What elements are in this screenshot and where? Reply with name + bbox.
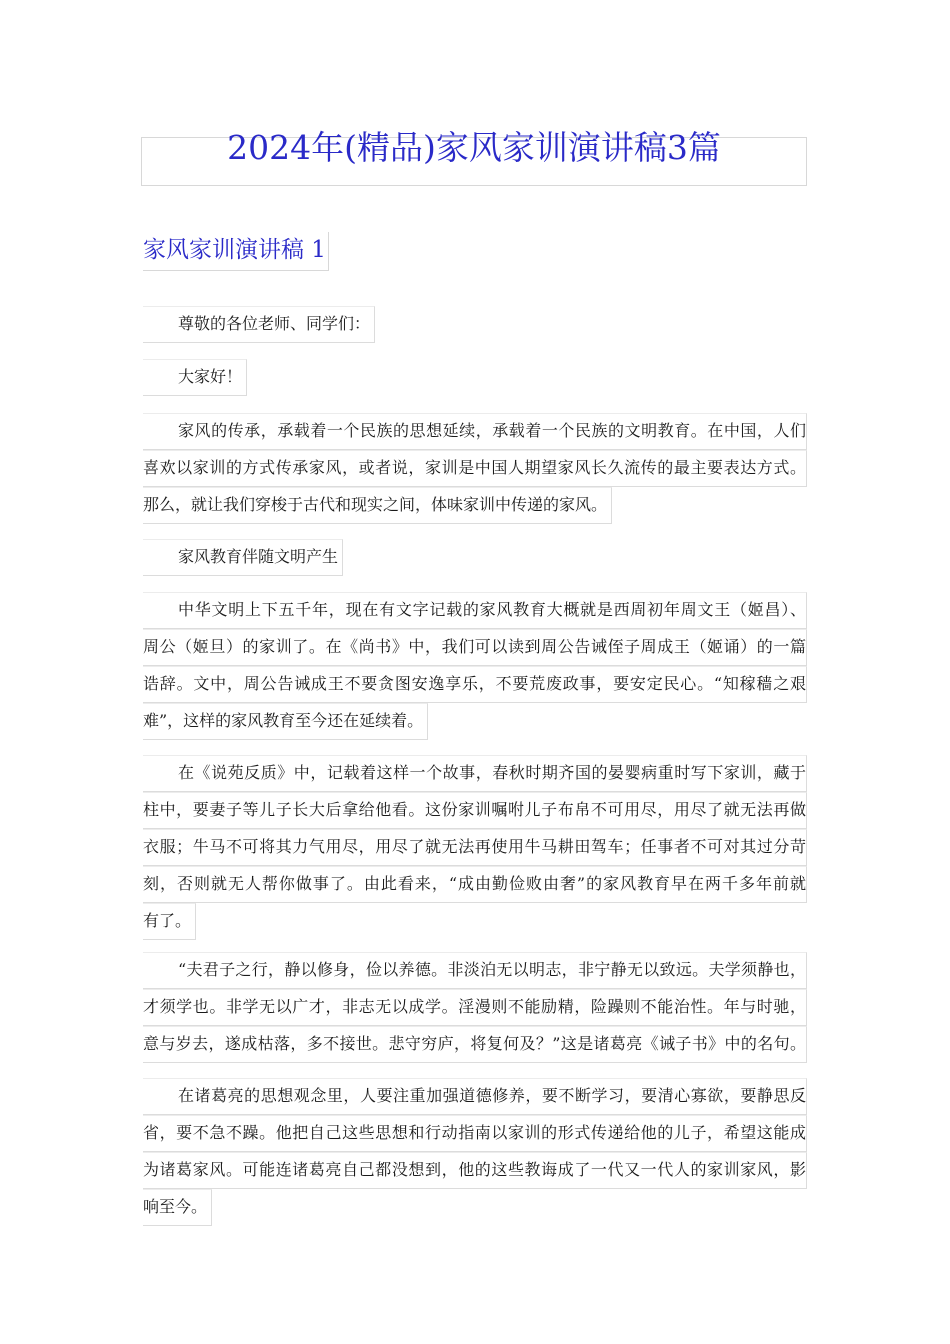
paragraph-salutation [143,306,807,343]
text-line: 大家好！ [143,359,247,396]
text-line: 有了。 [143,903,196,940]
paragraph-intro [143,413,807,524]
text-line: 为诸葛家风。可能连诸葛亮自己都没想到，他的这些教诲成了一代又一代人的家训家风，影 [143,1152,807,1189]
text-line: 家风的传承，承载着一个民族的思想延续，承载着一个民族的文明教育。在中国，人们 [143,413,807,450]
text-line: 喜欢以家训的方式传承家风，或者说，家训是中国人期望家风长久流传的最主要表达方式。 [143,450,807,487]
paragraph-subheading [143,539,807,576]
text-line: 才须学也。非学无以广才，非志无以成学。淫漫则不能励精，险躁则不能治性。年与时驰， [143,989,807,1026]
text-line: 衣服；牛马不可将其力气用尽，用尽了就无法再使用牛马耕田驾车；任事者不可对其过分苛 [143,829,807,866]
paragraph-greeting [143,359,807,396]
text-line: 周公（姬旦）的家训了。在《尚书》中，我们可以读到周公告诫侄子周成王（姬诵）的一篇 [143,629,807,666]
text-line: 省，要不急不躁。他把自己这些思想和行动指南以家训的形式传递给他的儿子，希望这能成 [143,1115,807,1152]
text-line: 那么，就让我们穿梭于古代和现实之间，体味家训中传递的家风。 [143,487,612,524]
text-line: “夫君子之行，静以修身，俭以养德。非淡泊无以明志，非宁静无以致远。夫学须静也， [143,952,807,989]
paragraph-zhuge [143,1078,807,1226]
document-title: 2024年(精品)家风家训演讲稿3篇 [227,128,721,167]
text-line: 响至今。 [143,1189,212,1226]
text-line: 难”，这样的家风教育至今还在延续着。 [143,703,428,740]
section-heading: 家风家训演讲稿 1 [143,232,329,271]
paragraph-yanying [143,755,807,940]
text-line: 柱中，要妻子等儿子长大后拿给他看。这份家训嘱咐儿子布帛不可用尽，用尽了就无法再做 [143,792,807,829]
text-line: 刻，否则就无人帮你做事了。由此看来，“成由勤俭败由奢”的家风教育早在两千多年前就 [143,866,807,903]
text-line: 中华文明上下五千年，现在有文字记载的家风教育大概就是西周初年周文王（姬昌）、 [143,592,807,629]
text-line: 家风教育伴随文明产生 [143,539,343,576]
text-line: 尊敬的各位老师、同学们： [143,306,375,343]
text-line: 在诸葛亮的思想观念里，人要注重加强道德修养，要不断学习，要清心寡欲，要静思反 [143,1078,807,1115]
text-line: 诰辞。文中，周公告诫成王不要贪图安逸享乐，不要荒废政事，要安定民心。“知稼穑之艰 [143,666,807,703]
text-line: 意与岁去，遂成枯落，多不接世。悲守穷庐，将复何及？”这是诸葛亮《诫子书》中的名句。 [143,1026,807,1063]
paragraph-jiezishu [143,952,807,1063]
text-line: 在《说苑反质》中，记载着这样一个故事，春秋时期齐国的晏婴病重时写下家训，藏于 [143,755,807,792]
paragraph-zhou [143,592,807,740]
